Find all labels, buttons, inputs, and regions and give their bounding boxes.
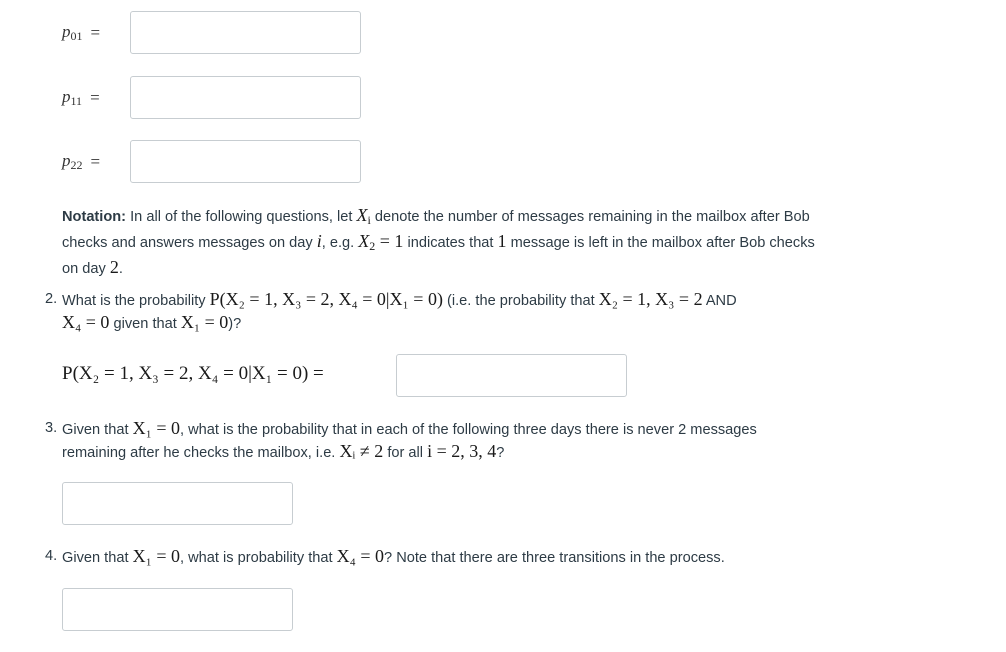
p01-var: p01 <box>62 22 83 43</box>
q4-answer-input[interactable] <box>62 588 293 631</box>
q3-text: Given that X₁ = 0, what is the probability that in each of the following three days there is never 2 messages remaining after he checks the mailbox, i.e. Xᵢ ≠ 2 for all i = 2, 3, 4? <box>62 418 757 461</box>
p01-input[interactable] <box>130 11 361 54</box>
p11-input[interactable] <box>130 76 361 119</box>
notation-paragraph: Notation: In all of the following questions, let $X_i$ denote the number of messages remaining in the mailbox after Bob checks and answers messages on day i, e.g. $X_2 = 1$ indicates that 1 message is left in the mailbox after Bob checks on day 2. <box>62 205 815 277</box>
p22-label: p22 = <box>62 151 101 172</box>
p22-input[interactable] <box>130 140 361 183</box>
p22-var: p22 <box>62 151 83 172</box>
q2-text: What is the probability P(X₂ = 1, X₃ = 2, X₄ = 0|X₁ = 0) (i.e. the probability that X₂ = 1, X₃ = 2 AND X₄ = 0 given that X₁ = 0)? <box>62 289 737 332</box>
q2-number: 2. <box>45 291 58 307</box>
q3-number: 3. <box>45 420 58 436</box>
q3-answer-input[interactable] <box>62 482 293 525</box>
p11-label: p11 = <box>62 87 100 108</box>
q2-answer-label: P(X₂ = 1, X₃ = 2, X₄ = 0|X₁ = 0) = <box>62 363 324 384</box>
q4-text: Given that X₁ = 0, what is probability that X₄ = 0? Note that there are three transitions in the process. <box>62 546 725 566</box>
q4-number: 4. <box>45 548 58 564</box>
q2-answer-input[interactable] <box>396 354 627 397</box>
p11-var: p11 <box>62 87 83 108</box>
p01-label: p01 = <box>62 22 101 43</box>
